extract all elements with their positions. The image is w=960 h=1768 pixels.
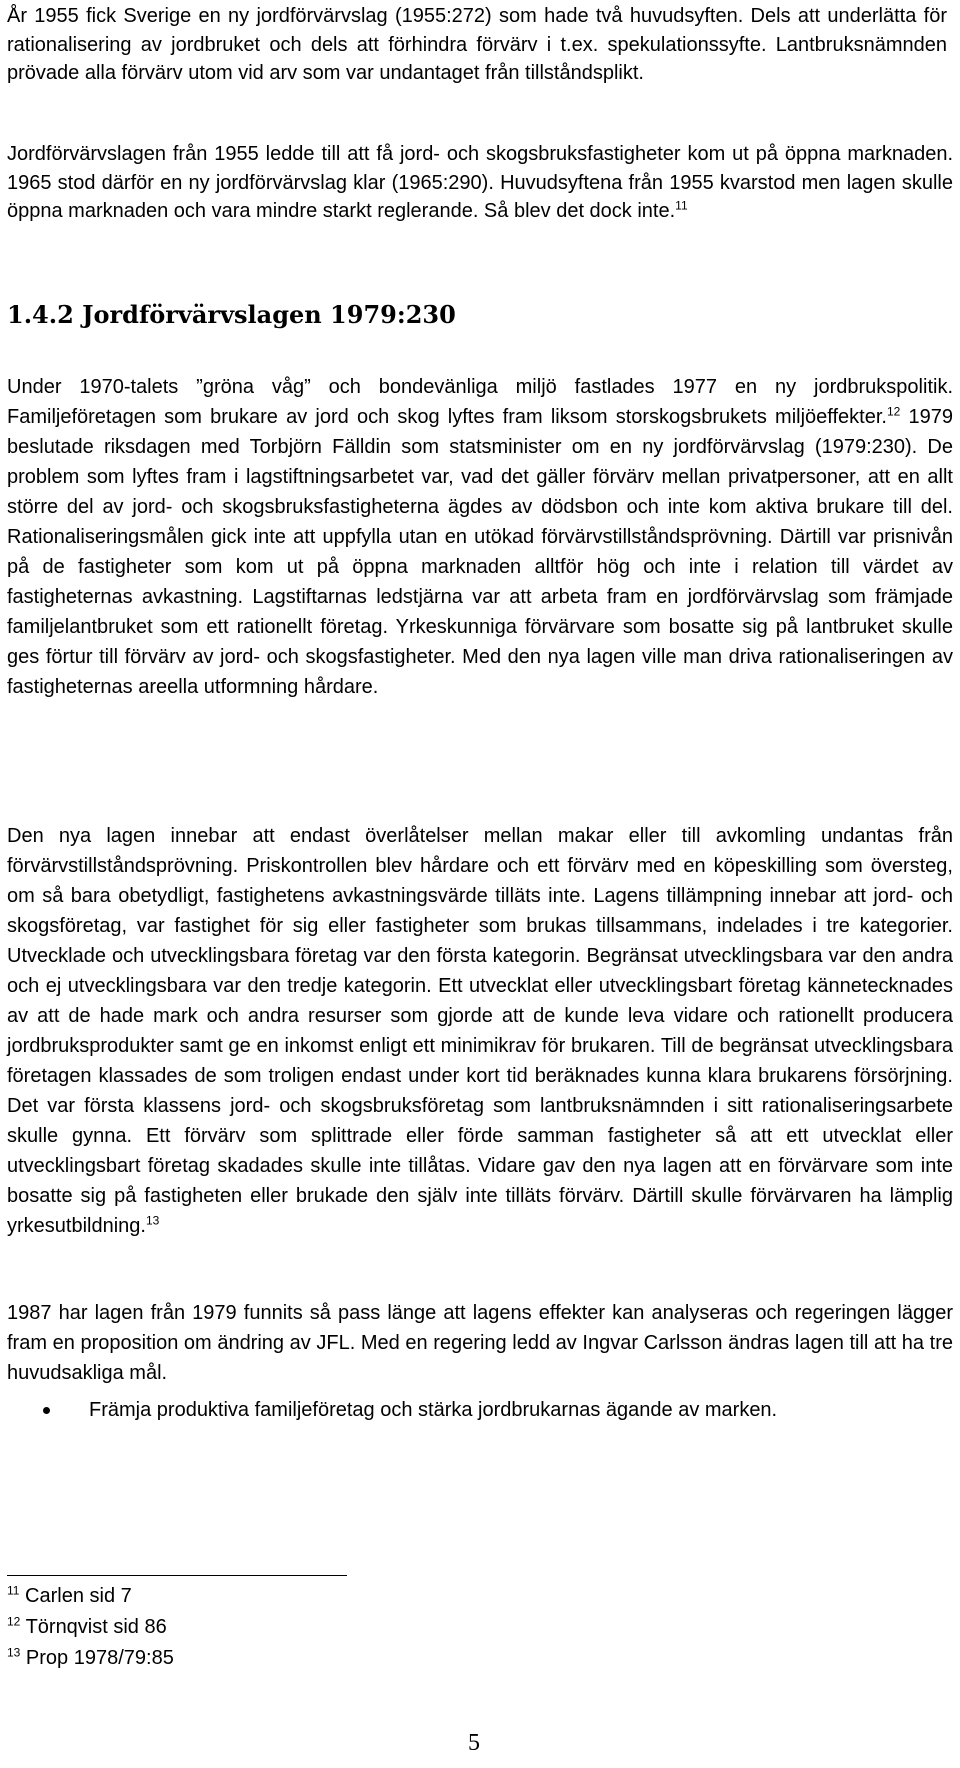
footnote-ref-11[interactable]: 11 — [675, 198, 688, 213]
footnote-text: Törnqvist sid 86 — [25, 1616, 167, 1638]
paragraph-andring-1987: 1987 har lagen från 1979 funnits så pass länge att lagens effekter kan analyseras och regeringen lägger fram en proposition om ändring av JFL. Med en regering ledd av Ingvar Carlsson ändras lagen till att ha tre huvudsakliga mål. — [7, 1302, 953, 1384]
footnote-ref-12[interactable]: 12 — [886, 404, 901, 419]
paragraph-text: Den nya lagen innebar att endast överlåtelser mellan makar eller till avkomling undantas från förvärvstillståndsprövning. Priskontrollen blev hårdare och ett förvärv med en köpeskilling som översteg, om så bara obetydligt, fastighetens avkastningsvärde tilläts inte. Lagens tillämpning innebar att jord- och skogsföretag, var fastighet för sig eller fastigheter som brukas tillsammans, indelades i tre kategorier. Utvecklade och utvecklingsbara företag var den första kategorin. Begränsat utvecklingsbara var den andra och ej utvecklingsbara var den tredje kategorin. Ett utvecklat eller utvecklingsbart företag kännetecknades av att de hade mark och andra resurser som gjorde att de kunde leva vidare och rationellt producera jordbruksprodukter samt ge en inkomst enligt ett minimikrav för brukaren. Till de begränsat utvecklingsbara företagen klassades de som troligen endast under kort tid beräknades kunna klara brukarens försörjning. Det var första klassens jord- och skogsbruksföretag som lantbruksnämnden i sitt rationaliseringsarbete skulle gynna. Ett förvärv som splittrade eller förde samman fastigheter så att ett utvecklat eller utvecklingsbart företag skadades skulle inte tillåtas. Vidare gav den nya lagen att en förvärvare som inte bosatte sig på fastigheten eller brukade den själv inte tilläts förvärv. Därtill skulle förvärvaren ha lämplig yrkesutbildning. — [7, 825, 953, 1237]
footnote-number: 13 — [7, 1645, 21, 1660]
paragraph-jordforvarvslag-1955: År 1955 fick Sverige en ny jordförvärvslag (1955:272) som hade två huvudsyften. Dels att underlätta för rationalisering av jordbruket och dels att förhindra förvärv i t.ex. spekulationssyfte. Lantbruksnämnden prövade alla förvärv utom vid arv som var undantaget från tillståndsplikt. — [7, 5, 947, 84]
footnote-number: 11 — [7, 1583, 20, 1598]
paragraph-text: Jordförvärvslagen från 1955 ledde till att få jord- och skogsbruksfastigheter kom ut på öppna marknaden. 1965 stod därför en ny jordförvärvslag klar (1965:290). Huvudsyftena från 1955 kvarstod men lagen skulle öppna marknaden och vara mindre starkt reglerande. Så blev det dock inte. — [7, 143, 953, 222]
list-item — [7, 1395, 889, 1425]
footnote-separator — [7, 1575, 347, 1576]
paragraph-jordforvarvslag-1965 — [7, 140, 953, 226]
paragraph-text-part-1: Under 1970-talets ”gröna våg” och bondevänliga miljö fastlades 1977 en ny jordbrukspolitik. Familjeföretagen som brukare av jord och skog lyftes fram liksom storskogsbrukets miljöeffekter. — [7, 376, 953, 428]
footnote-ref-13[interactable]: 13 — [145, 1213, 160, 1228]
footnote-12 — [7, 1612, 174, 1643]
paragraph-lagens-tillampning — [7, 821, 953, 1241]
footnote-text: Prop 1978/79:85 — [25, 1647, 174, 1669]
bullet-list — [7, 1395, 953, 1425]
paragraph-text-part-2: 1979 beslutade riksdagen med Torbjörn Fälldin som statsminister om en ny jordförvärvslag (1979:230). De problem som lyftes fram i lagstiftningsarbetet var, vad det gäller förvärv mellan privatpersoner, att en allt större del av jord- och skogsbruksfastigheterna ägdes av dödsbon och inte kom aktiva brukare till del. Rationaliseringsmålen gick inte att uppfylla utan en utökad förvärvstillståndsprövning. Därtill var prisnivån på de fastigheter som kom ut på öppna marknaden alltför hög och inte i relation till värdet av fastigheternas avkastning. Lagstiftarnas ledstjärna var att arbeta fram en jordförvärvslag som främjade familjelantbruket som ett rationellt företag. Yrkeskunniga förvärvare som bosatte sig på lantbruket skulle ges förtur till förvärv av jord- och skogsfastigheter. Med den nya lagen ville man driva rationaliseringen av fastigheternas areella utformning hårdare. — [7, 406, 953, 698]
footnote-13 — [7, 1643, 174, 1674]
paragraph-jordforvarvslag-1979 — [7, 372, 953, 702]
page-number: 5 — [468, 1730, 480, 1756]
footnote-text: Carlen sid 7 — [25, 1585, 132, 1607]
footnote-11 — [7, 1581, 174, 1612]
footnote-number: 12 — [7, 1614, 21, 1629]
list-item-text: Främja produktiva familjeföretag och stärka jordbrukarnas ägande av marken. — [89, 1399, 778, 1421]
bullet-icon — [43, 1407, 50, 1414]
footnotes — [7, 1581, 174, 1674]
section-heading: 1.4.2 Jordförvärvslagen 1979:230 — [7, 300, 456, 329]
